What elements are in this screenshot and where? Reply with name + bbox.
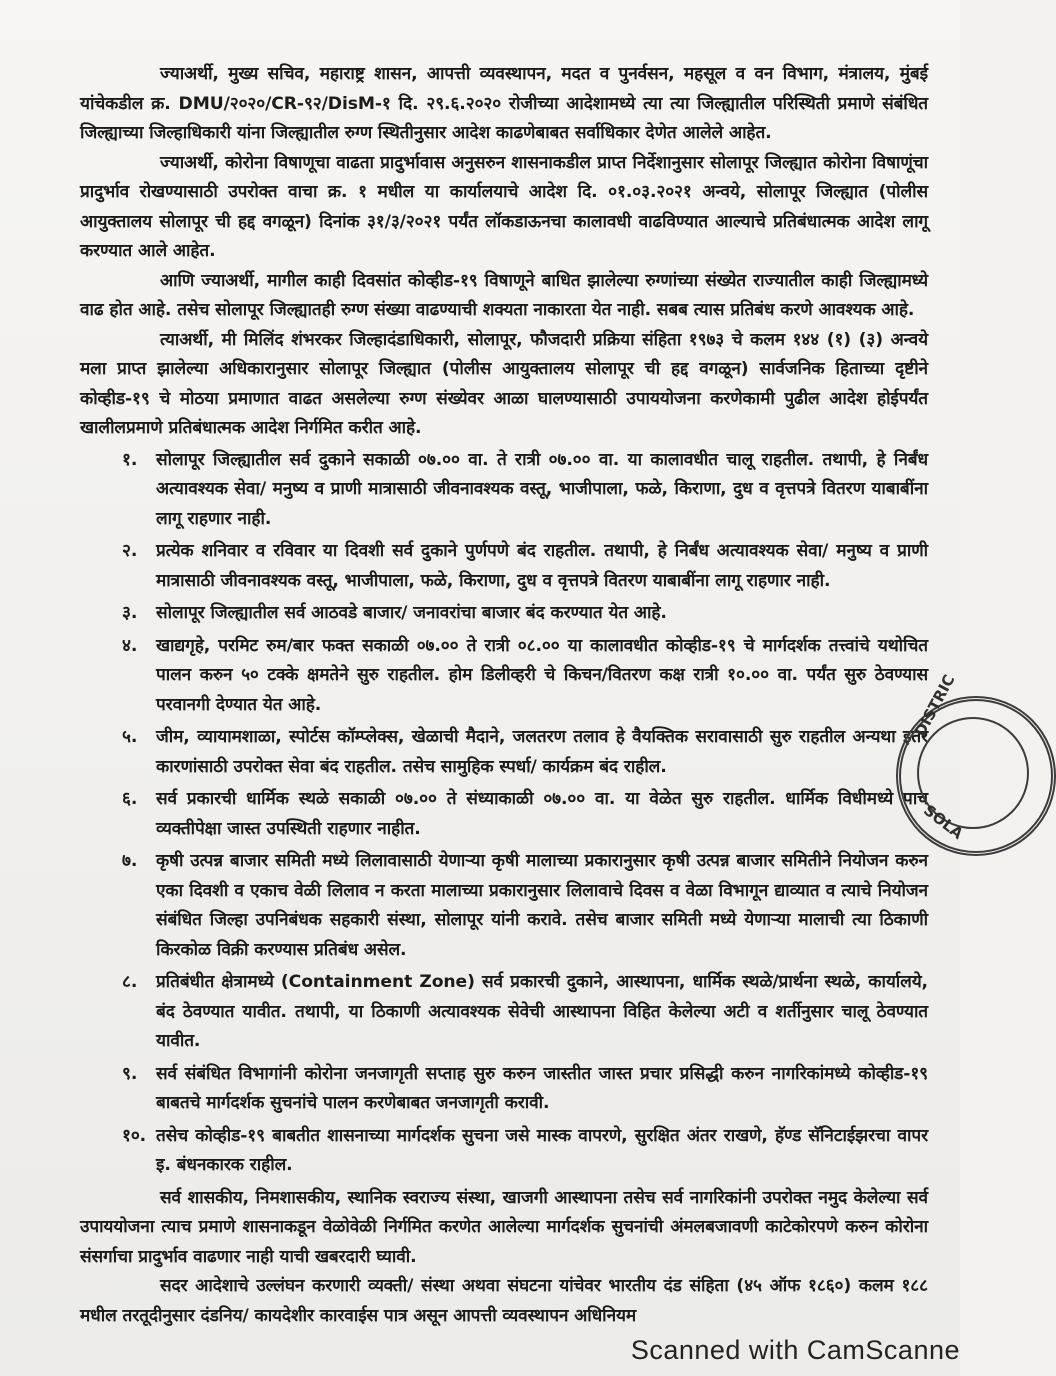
district-seal-stamp [896, 671, 1056, 856]
paragraph-4: त्याअर्थी, मी मिलिंद शंभरकर जिल्हादंडाधिकारी, सोलापूर, फौजदारी प्रक्रिया संहिता १९७३ चे कलम १४४ (१) (३) अन्वये मला प्राप्त झालेल्या अधिकारानुसार सोलापूर जिल्ह्यात (पोलीस आयुक्तालय सोलापूर ची हद्द वगळून) सार्वजनिक हिताच्या दृष्टीने कोव्हीड-१९ चे मोठया प्रमाणात वाढत असलेल्या रुग्ण संख्येवर आळा घालण्यासाठी उपाययोजना करणेकामी पुढील आदेश होईपर्यंत खालीलप्रमाणे प्रतिबंधात्मक आदेश निर्गमित करीत आहे. [80, 329, 928, 438]
item-text: सोलापूर जिल्ह्यातील सर्व आठवडे बाजार/ जनावरांचा बाजार बंद करण्यात येत आहे. [156, 603, 667, 623]
item-number: ५. [122, 727, 138, 747]
item-text: तसेच कोव्हीड-१९ बाबतीत शासनाच्या मार्गदर्शक सुचना जसे मास्क वापरणे, सुरक्षित अंतर राखणे, हॅण्ड सॅनिटाईझरचा वापर इ. बंधनकारक राहील. [156, 1125, 928, 1175]
item-text: खाद्यगृहे, परमिट रुम/बार फक्त सकाळी ०७.०० ते रात्री ०८.०० या कालावधीत कोव्हीड-१९ चे मार्गदर्शक तत्त्वांचे यथोचित पालन करुन ५० टक्के क्षमतेने सुरु राहतील. होम डिलीव्हरी चे किचन/वितरण कक्ष रात्री १०.०० वा. पर्यंत सुरु ठेवण्यास परवानगी देण्यात येत आहे. [156, 635, 928, 715]
item-text: प्रतिबंधीत क्षेत्रामध्ये (Containment Zone) सर्व प्रकारची दुकाने, आस्थापना, धार्मिक स्थळे/प्रार्थना स्थळे, कार्यालये, बंद ठेवण्यात यावीत. तथापी, या ठिकाणी अत्यावश्यक सेवेची आस्थापना विहित केलेल्या अटी व शर्तीनुसार चालू ठेवण्यात यावीत. [156, 972, 928, 1051]
item-number: ६. [122, 789, 138, 809]
item-number: ९. [122, 1063, 138, 1084]
list-item [80, 632, 928, 721]
item-number: २. [122, 541, 138, 561]
closing-paragraph-2: सदर आदेशाचे उल्लंघन करणारी व्यक्ती/ संस्था अथवा संघटना यांचेवर भारतीय दंड संहिता (४५ ऑफ १८६०) कलम १८८ मधील तरतूदीनुसार दंडनिय/ कायदेशीर कारवाईस पात्र असून आपत्ती व्यवस्थापन अधिनियम [80, 1276, 928, 1326]
item-number: १०. [122, 1125, 147, 1146]
list-item [80, 785, 928, 844]
item-text: सर्व संबंधित विभागांनी कोरोना जनजागृती सप्ताह सुरु करुन जास्तीत जास्त प्रचार प्रसिद्धी करुन नागरिकांमध्ये कोव्हीड-१९ बाबतचे मार्गदर्शक सुचनांचे पालन करणेबाबत जनजागृती करावी. [156, 1063, 928, 1113]
item-number: १. [122, 449, 138, 470]
item-number: ७. [122, 851, 138, 871]
closing-paragraph-1: सर्व शासकीय, निमशासकीय, स्थानिक स्वराज्य संस्था, खाजगी आस्थापना तसेच सर्व नागरिकांनी उपरोक्त नमुद केलेल्या सर्व उपाययोजना त्याच प्रमाणे शासनाकडून वेळोवेळी निर्गमित करणेत आलेल्या मार्गदर्शक सुचनांची अंमलबजावणी काटेकोरपणे करुन कोरोना संसर्गाचा प्रादुर्भाव वाढणार नाही याची खबरदारी घ्यावी. [80, 1187, 928, 1267]
paragraph-1: ज्याअर्थी, मुख्य सचिव, महाराष्ट्र शासन, आपत्ती व्यवस्थापन, मदत व पुनर्वसन, महसूल व वन विभाग, मंत्रालय, मुंबई यांचेकडील क्र. DMU/२०२०/CR-९२/DisM-१ दि. २९.६.२०२० रोजीच्या आदेशामध्ये त्या त्या जिल्ह्यातील परिस्थिती प्रमाणे संबंधित जिल्ह्याच्या जिल्हाधिकारी यांना जिल्ह्यातील रुग्ण स्थितीनुसार आदेश काढणेबाबत सर्वाधिकार देणेत आलेले आहेत. [80, 64, 928, 143]
list-item [80, 537, 928, 596]
item-number: ४. [122, 635, 138, 656]
list-item [80, 1060, 928, 1119]
camscanner-watermark: Scanned with CamScanne [630, 1335, 960, 1365]
paragraph-3: आणि ज्याअर्थी, मागील काही दिवसांत कोव्हीड-१९ विषाणूने बाधित झालेल्या रुग्णांच्या संख्येत राज्यातील काही जिल्ह्यामध्ये वाढ होत आहे. तसेच सोलापूर जिल्ह्यातही रुग्ण संख्या वाढण्याची शक्यता नाकारता येत नाही. सबब त्यास प्रतिबंध करणे आवश्यक आहे. [80, 270, 928, 320]
item-text: सर्व प्रकारची धार्मिक स्थळे सकाळी ०७.०० ते संध्याकाळी ०७.०० वा. या वेळेत सुरु राहतील. धार्मिक विधीमध्ये पाच व्यक्तीपेक्षा जास्त उपस्थिती राहणार नाहीत. [156, 789, 928, 839]
item-text: जीम, व्यायामशाळा, स्पोर्टस कॉम्प्लेक्स, खेळाची मैदाने, जलतरण तलाव हे वैयक्तिक सरावासाठी सुरु राहतील अन्यथा इतर कारणांसाठी उपरोक्त सेवा बंद राहतील. तसेच सामुहिक स्पर्धा/ कार्यक्रम बंद राहील. [156, 727, 928, 777]
order-list [80, 446, 928, 1181]
list-item [80, 446, 928, 535]
item-number: ३. [122, 603, 138, 623]
item-number: ८. [122, 972, 138, 992]
list-item [80, 968, 928, 1057]
item-text: कृषी उत्पन्न बाजार समिती मध्ये लिलावासाठी येणाऱ्या कृषी मालाच्या प्रकारानुसार कृषी उत्पन्न बाजार समितीने नियोजन करुन एका दिवशी व एकाच वेळी लिलाव न करता मालाच्या प्रकारानुसार लिलावाचे दिवस व वेळा विभागून द्याव्यात व त्याचे नियोजन संबंधित जिल्हा उपनिबंधक सहकारी संस्था, सोलापूर यांनी करावे. तसेच बाजार समिती मध्ये येणाऱ्या मालाची त्या ठिकाणी किरकोळ विक्री करण्यास प्रतिबंध असेल. [156, 851, 928, 960]
item-text: सोलापूर जिल्ह्यातील सर्व दुकाने सकाळी ०७.०० वा. ते रात्री ०७.०० वा. या कालावधीत चालू राहतील. तथापी, हे निर्बंध अत्यावश्यक सेवा/ मनुष्य व प्राणी मात्रासाठी जीवनावश्यक वस्तू, भाजीपाला, फळे, किराणा, दुध व वृत्तपत्रे वितरण याबाबींना लागू राहणार नाही. [156, 449, 928, 529]
list-item [80, 723, 928, 782]
seal-bottom-text: SOLA [920, 801, 967, 843]
paragraph-2: ज्याअर्थी, कोरोना विषाणूचा वाढता प्रादुर्भावास अनुसरुन शासनाकडील प्राप्त निर्देशानुसार सोलापूर जिल्ह्यात कोरोना विषाणूंचा प्रादुर्भाव रोखण्यासाठी उपरोक्त वाचा क्र. १ मधील या कार्यालयाचे आदेश दि. ०१.०३.२०२१ अन्वये, सोलापूर जिल्ह्यात (पोलीस आयुक्तालय सोलापूर ची हद्द वगळून) दिनांक ३१/३/२०२१ पर्यंत लॉकडाऊनचा कालावधी वाढविण्यात आल्याचे प्रतिबंधात्मक आदेश लागू करण्यात आले आहेत. [80, 152, 928, 261]
item-text: प्रत्येक शनिवार व रविवार या दिवशी सर्व दुकाने पुर्णपणे बंद राहतील. तथापी, हे निर्बंध अत्यावश्यक सेवा/ मनुष्य व प्राणी मात्रासाठी जीवनावश्यक वस्तू, भाजीपाला, फळे, किराणा, दुध व वृत्तपत्रे वितरण याबाबींना लागू राहणार नाही. [156, 541, 928, 591]
seal-top-text: DISTRIC [911, 671, 959, 740]
list-item [80, 847, 928, 965]
order-document [80, 60, 928, 1331]
list-item [80, 1122, 928, 1181]
list-item [80, 599, 928, 629]
